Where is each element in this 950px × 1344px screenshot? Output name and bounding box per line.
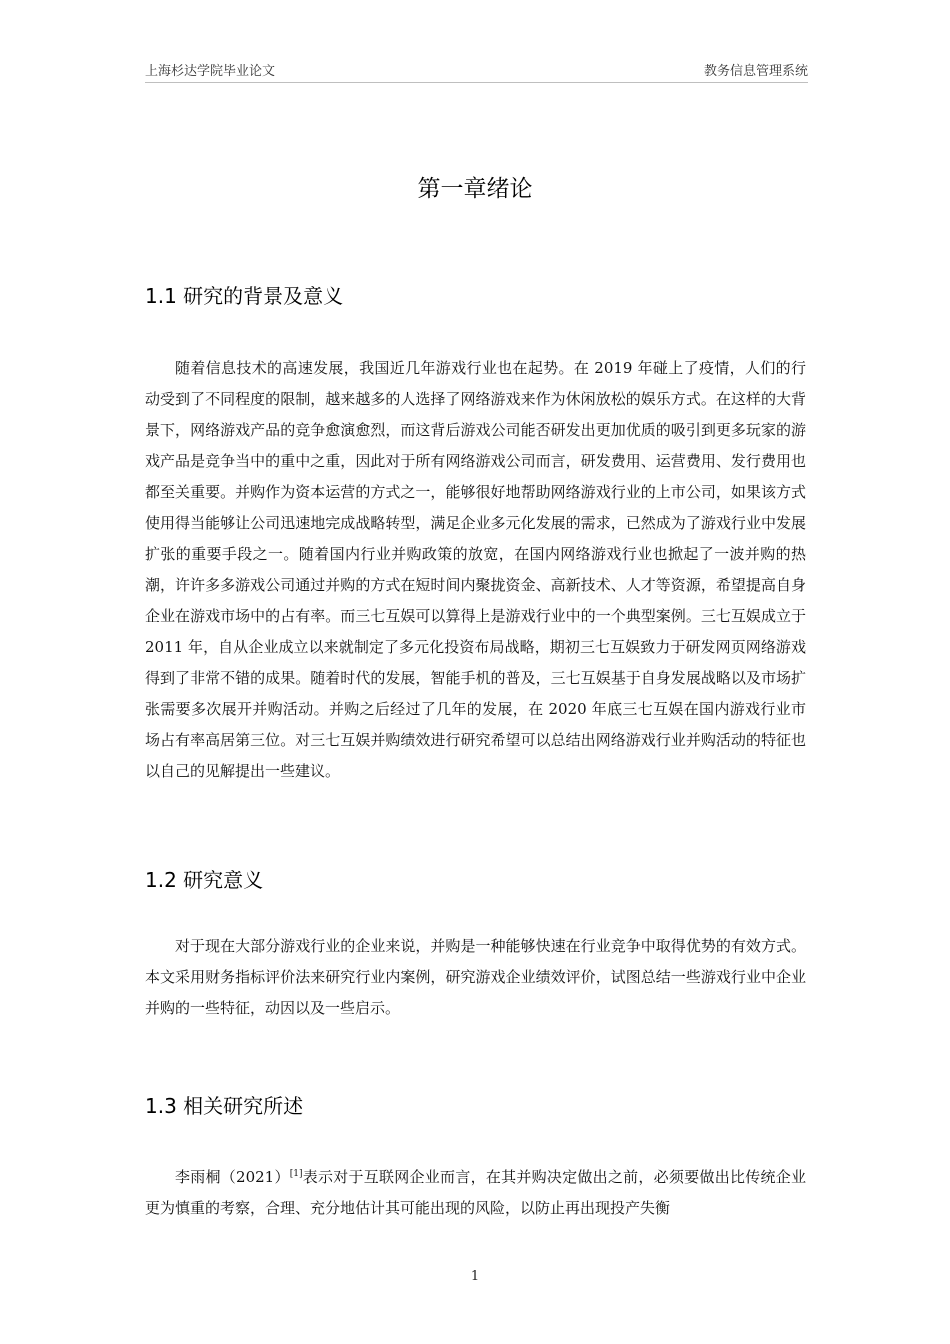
section-heading-1-1: 1.1 研究的背景及意义 (145, 284, 344, 308)
header-system-name: 教务信息管理系统 (703, 64, 808, 79)
section-heading-1-2: 1.2 研究意义 (145, 868, 264, 892)
citation-marker: [1] (289, 1169, 303, 1179)
reference-author: 李雨桐（2021） (175, 1168, 290, 1186)
section-paragraph-1-2: 对于现在大部分游戏行业的企业来说，并购是一种能够快速在行业竞争中取得优势的有效方式。本文采用财务指标评价法来研究行业内案例，研究游戏企业绩效评价，试图总结一些游戏行业中企业并购的一些特征，动因以及一些启示。 (145, 937, 806, 1017)
chapter-title: 第一章绪论 (417, 176, 533, 202)
page-header (145, 58, 808, 83)
section-paragraph-1-3 (145, 1162, 806, 1224)
section-paragraph-1-1: 随着信息技术的高速发展，我国近几年游戏行业也在起势。在 2019 年碰上了疫情，人们的行动受到了不同程度的限制，越来越多的人选择了网络游戏来作为休闲放松的娱乐方式。在这样的大背景下，网络游戏产品的竞争愈演愈烈，而这背后游戏公司能否研发出更加优质的吸引到更多玩家的游戏产品是竞争当中的重中之重，因此对于所有网络游戏公司而言，研发费用、运营费用、发行费用也都至关重要。并购作为资本运营的方式之一，能够很好地帮助网络游戏行业的上市公司，如果该方式使用得当能够让公司迅速地完成战略转型，满足企业多元化发展的需求，已然成为了游戏行业中发展扩张的重要手段之一。随着国内行业并购政策的放宽，在国内网络游戏行业也掀起了一波并购的热潮，许许多多游戏公司通过并购的方式在短时间内聚拢资金、高新技术、人才等资源，希望提高自身企业在游戏市场中的占有率。而三七互娱可以算得上是游戏行业中的一个典型案例。三七互娱成立于 2011 年，自从企业成立以来就制定了多元化投资布局战略，期初三七互娱致力于研发网页网络游戏得到了非常不错的成果。随着时代的发展，智能手机的普及，三七互娱基于自身发展战略以及市场扩张需要多次展开并购活动。并购之后经过了几年的发展，在 2020 年底三七互娱在国内游戏行业市场占有率高居第三位。对三七互娱并购绩效进行研究希望可以总结出网络游戏行业并购活动的特征也以自己的见解提出一些建议。 (145, 359, 806, 780)
reference-text: 表示对于互联网企业而言，在其并购决定做出之前，必须要做出比传统企业更为慎重的考察，合理、充分地估计其可能出现的风险，以防止再出现投产失衡 (145, 1168, 806, 1217)
header-school-name: 上海杉达学院毕业论文 (145, 64, 276, 79)
page-number: 1 (470, 1269, 480, 1284)
section-heading-1-3: 1.3 相关研究所述 (145, 1094, 304, 1118)
